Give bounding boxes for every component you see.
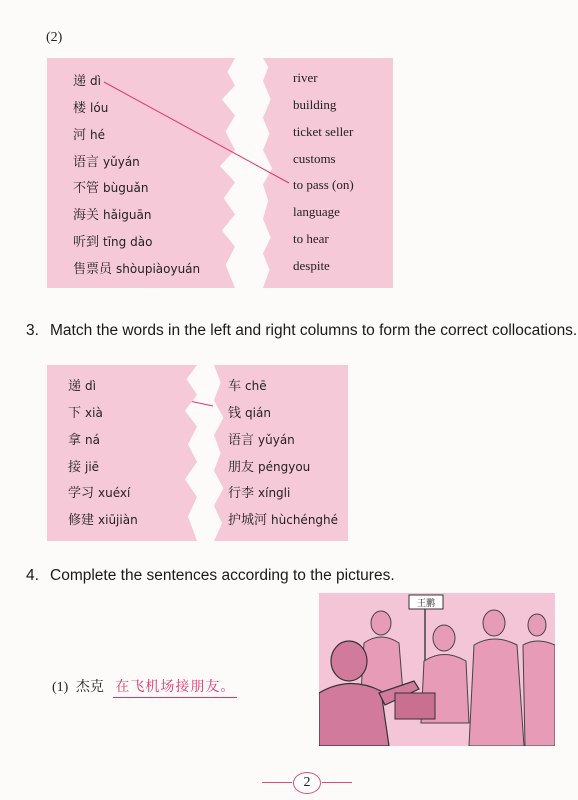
right-word: customs — [293, 151, 336, 166]
left-word: 河 hé — [73, 127, 106, 142]
sentence-1 — [52, 676, 237, 696]
right-word: despite — [293, 258, 330, 273]
left-word: 售票员 shòupiàoyuán — [73, 261, 201, 276]
right-word: 车 chē — [228, 378, 267, 393]
page-line-right — [322, 782, 352, 783]
sentence-subject: 杰克 — [75, 680, 104, 695]
right-word: language — [293, 204, 340, 219]
left-word: 不管 bùguǎn — [73, 180, 149, 195]
left-word: 修建 xiūjiàn — [68, 512, 138, 527]
right-word: to hear — [293, 231, 329, 246]
page-number: 2 — [293, 772, 321, 794]
right-word: 朋友 péngyou — [228, 459, 311, 474]
sign-text: 王鹏 — [416, 599, 436, 609]
left-word: 接 jiē — [68, 459, 100, 474]
page-number-footer — [262, 772, 352, 792]
airport-illustration — [319, 593, 555, 746]
left-word: 拿 ná — [68, 432, 100, 447]
left-word: 听到 tīng dào — [73, 234, 153, 249]
sentence-answer: 在飞机场接朋友。 — [113, 680, 237, 698]
exercise-3-instruction: 3. Match the words in the left and right columns to form the correct collocations. — [26, 322, 578, 339]
match-line — [104, 82, 289, 183]
left-word: 楼 lóu — [73, 100, 109, 115]
right-word: 行李 xíngli — [228, 485, 291, 500]
section-label: (2) — [46, 30, 63, 45]
right-word: building — [293, 97, 337, 112]
left-word: 下 xià — [68, 405, 103, 420]
sentence-label: (1) — [52, 680, 69, 695]
left-word: 递 dì — [73, 73, 101, 88]
page-line-left — [262, 782, 292, 783]
right-word: ticket seller — [293, 124, 354, 139]
right-word: river — [293, 70, 318, 85]
right-word: 语言 yǔyán — [228, 432, 295, 447]
right-word: 护城河 hùchénghé — [228, 512, 339, 527]
left-word: 学习 xuéxí — [68, 485, 131, 500]
left-word: 语言 yǔyán — [73, 154, 140, 169]
left-word: 海关 hǎiguān — [73, 207, 152, 222]
exercise-4-instruction: 4. Complete the sentences according to the pictures. — [26, 567, 395, 584]
left-word: 递 dì — [68, 378, 96, 393]
right-word: to pass (on) — [293, 177, 354, 192]
right-word: 钱 qián — [228, 405, 271, 420]
